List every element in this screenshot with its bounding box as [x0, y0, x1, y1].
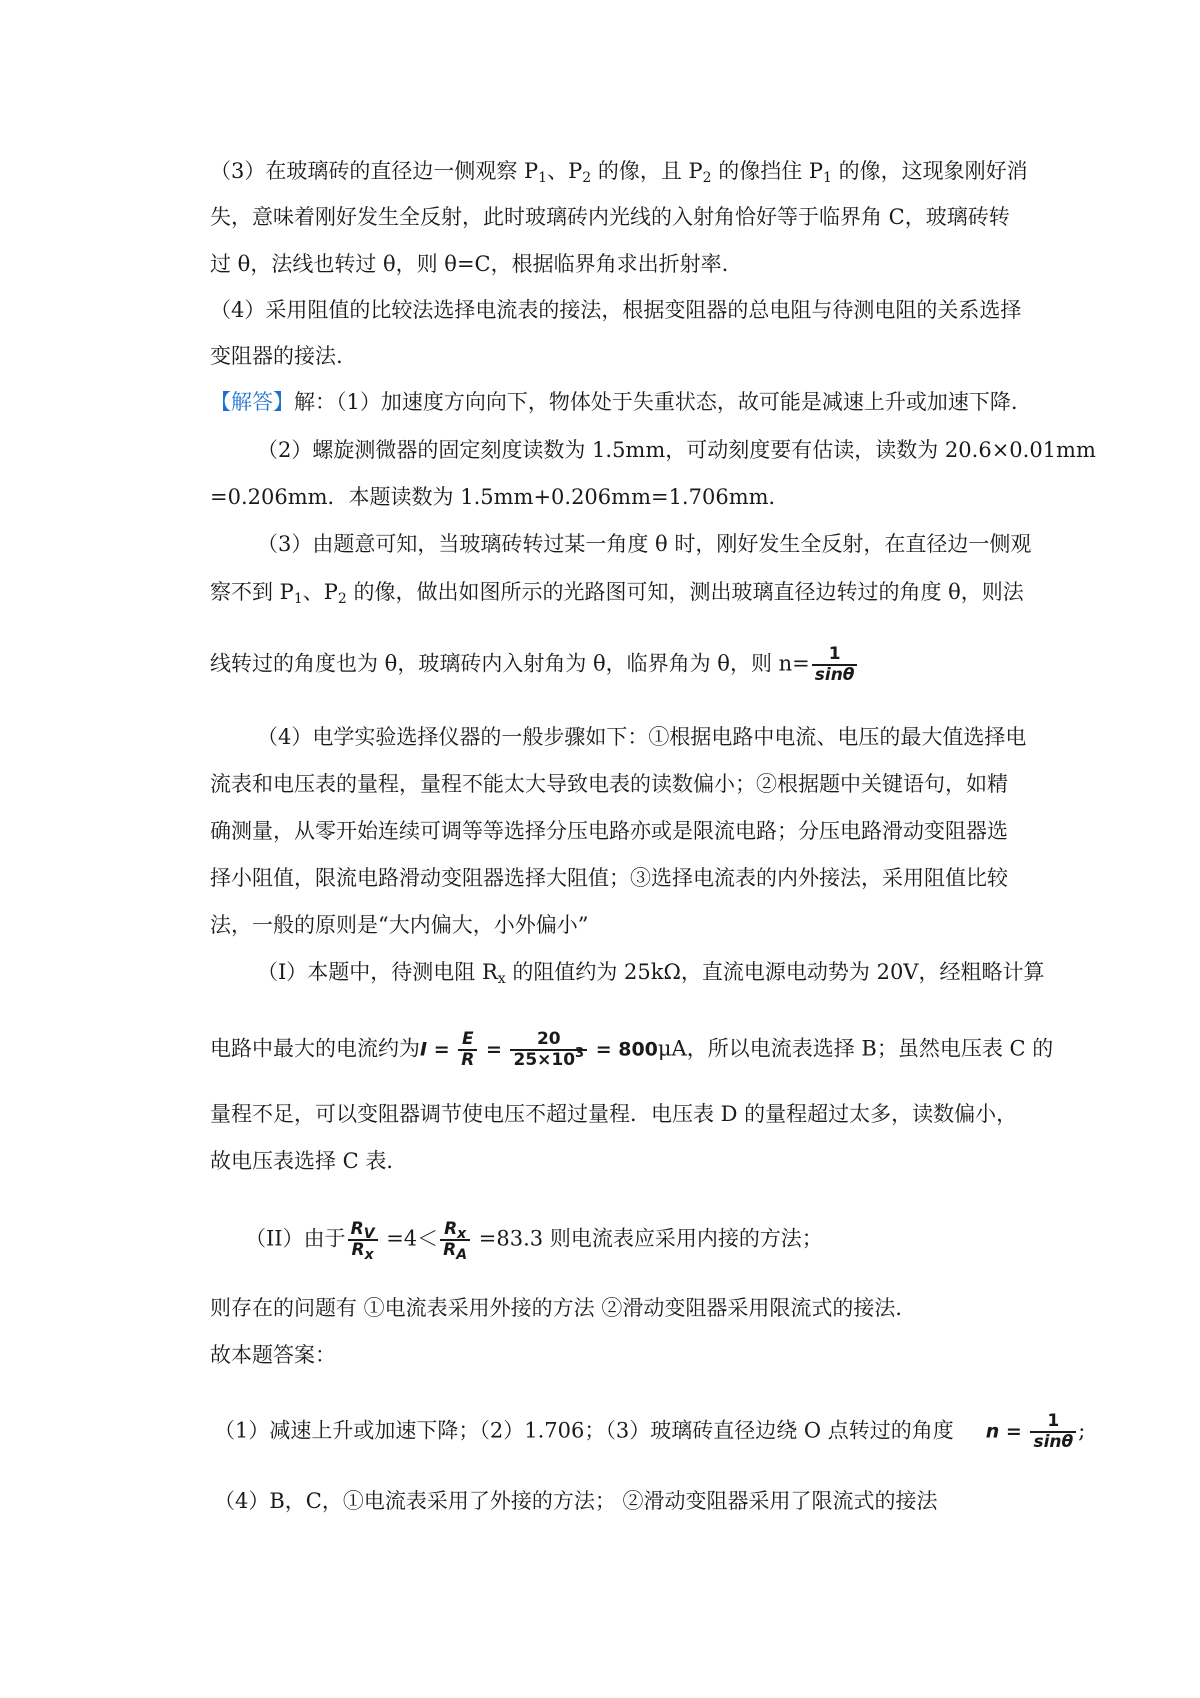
- answer-4-line-1: （4）电学实验选择仪器的一般步骤如下：①根据电路中电流、电压的最大值选择电: [257, 725, 1027, 749]
- analysis-4-line-1: （4）采用阻值的比较法选择电流表的接法，根据变阻器的总电阻与待测电阻的关系选择: [210, 298, 1022, 322]
- problems-line: 则存在的问题有 ①电流表采用外接的方法 ②滑动变阻器采用限流式的接法．: [210, 1296, 917, 1320]
- answer-2-line-2: =0.206mm．本题读数为 1.5mm+0.206mm=1.706mm．: [210, 485, 790, 509]
- answer-3-line-3: 线转过的角度也为 θ，玻璃砖内入射角为 θ，临界角为 θ，则 n= $\frac{1}{\sin\theta}$: [210, 645, 859, 685]
- answer-4-line-3: 确测量，从零开始连续可调等等选择分压电路亦或是限流电路；分压电路滑动变阻器选: [210, 819, 1008, 843]
- answer-2-line-1: （2）螺旋测微器的固定刻度读数为 1.5mm，可动刻度要有估读，读数为 20.6×0.01mm: [257, 438, 1096, 462]
- answer-4-line-2: 流表和电压表的量程，量程不能太大导致电表的读数偏小；②根据题中关键语句，如精: [210, 772, 1008, 796]
- answer-ii-line: （II）由于 $\frac{R_V}{R_x}$ =4＜ $\frac{R_x}{R_A}$ =83.3 则电流表应采用内接的方法；: [245, 1219, 823, 1263]
- ratio-rv-rx: $\frac{R_V}{R_x}$: [348, 1220, 378, 1260]
- ratio-rx-ra: $\frac{R_x}{R_A}$: [440, 1220, 470, 1260]
- answer-i-line-1: （I）本题中，待测电阻 $R_x$ 的阻值约为 25kΩ，直流电源电动势为 20V，经粗略计算: [257, 960, 1045, 987]
- final-n-fraction: $\frac{1}{\sin\theta}$: [1030, 1412, 1076, 1452]
- answer-i-line-3: 量程不足，可以变阻器调节使电压不超过量程．电压表 D 的量程超过太多，读数偏小，: [210, 1102, 1018, 1126]
- analysis-3-line-2: 失，意味着刚好发生全反射，此时玻璃砖内光线的入射角恰好等于临界角 C，玻璃砖转: [210, 205, 1010, 229]
- current-fraction-e-r: $\frac{E}{R}$: [458, 1030, 477, 1070]
- refractive-index-fraction: $\frac{1}{\sin\theta}$: [812, 645, 858, 685]
- analysis-3-line-3: 过 θ，法线也转过 θ，则 θ=C，根据临界角求出折射率.: [210, 252, 729, 276]
- final-answer-line-2: （4）B，C，①电流表采用了外接的方法； ②滑动变阻器采用了限流式的接法: [214, 1489, 938, 1513]
- answer-3-line-1: （3）由题意可知，当玻璃砖转过某一角度 θ 时，刚好发生全反射，在直径边一侧观: [257, 532, 1032, 556]
- answer-4-line-4: 择小阻值，限流电路滑动变阻器选择大阻值；③选择电流表的内外接法，采用阻值比较: [210, 866, 1008, 890]
- current-fraction-numeric: $\frac{20}{25\times 10^3}$: [510, 1030, 587, 1070]
- final-answer-line-1: （1）减速上升或加速下降；（2）1.706；（3）玻璃砖直径边绕 O 点转过的角度 n = $\frac{1}{\sin\theta}$ ;: [214, 1411, 1086, 1452]
- answer-1: 【解答】解：（1）加速度方向向下，物体处于失重状态，故可能是减速上升或加速下降.: [210, 390, 1018, 414]
- analysis-4-line-2: 变阻器的接法.: [210, 344, 343, 368]
- answer-i-line-4: 故电压表选择 C 表．: [210, 1149, 408, 1173]
- answer-i-line-2: 电路中最大的电流约为I = $\frac{E}{R}$ = $\frac{20}{25\times 10^3}$ = 800μA，所以电流表选择 B；虽然电压表 C 的: [210, 1029, 1054, 1070]
- answer-3-line-2: 察不到 $P_1$、$P_2$ 的像，做出如图所示的光路图可知，测出玻璃直径边转过的角度 θ，则法: [210, 580, 1024, 607]
- analysis-3-line-1: （3）在玻璃砖的直径边一侧观察 $P_1$、$P_2$ 的像，且 $P_2$ 的像挡住 $P_1$ 的像，这现象刚好消: [210, 159, 1028, 186]
- answer-tag: 【解答】: [210, 390, 294, 414]
- final-answer-label: 故本题答案：: [210, 1343, 336, 1367]
- answer-4-line-5: 法，一般的原则是“大内偏大，小外偏小”: [210, 913, 589, 937]
